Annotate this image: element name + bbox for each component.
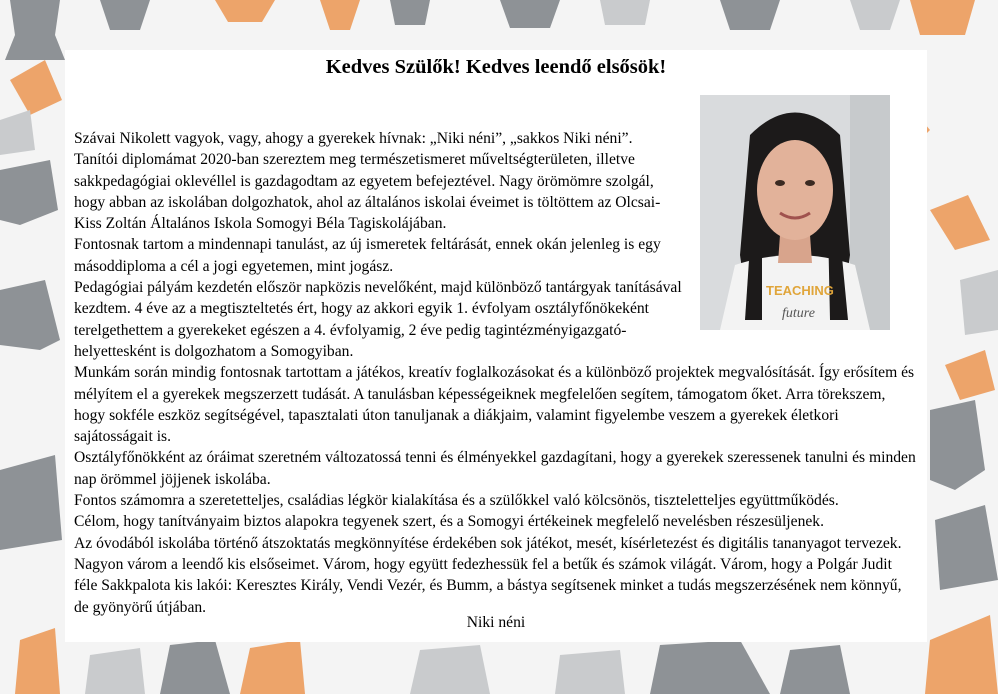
paragraph-methods: Munkám során mindig fontosnak tartottam a játékos, kreatív foglalkozásokat és a különböző projektek megvalósítását. Így erősítem és mélyítem el a gyerekek megszerzett tudását. A tanulásban képességeiknek megfelelően segítem, támogatom őket. Arra törekszem, hogy sokféle eszköz segítségével, tapasztalati úton tanuljanak a diákjaim, valamint figyelembe veszem a gyerekek életkori sajátosságait is. <box>74 364 915 446</box>
letter-title: Kedves Szülők! Kedves leendő elsősök! <box>325 56 667 78</box>
paragraph-transition: Az óvodából iskolába történő átszoktatás megkönnyítése érdekében sok játékot, mesét, kísérletezést és digitális tananyagot tervezek. Nagyon várom a leendő kis elsőseimet. Várom, hogy együtt fedezhessük fel a betűk és számok világát. Várom, hogy a Polgár Judit féle Sakkpalota kis lakói: Keresztes Király, Vendi Vezér, és Bumm, a bástya segítsenek minket a tudás megszerzésének nem könnyű, de gyönyörű útjában. <box>74 534 902 616</box>
shirt-text-future: future <box>782 306 815 321</box>
paragraph-learning: Fontosnak tartom a mindennapi tanulást, az új ismeretek feltárását, ennek okán jelenleg is egy másoddiploma a cél a jogi egyetemen, mint jogász. <box>74 236 661 275</box>
shirt-text-teaching: TEACHING <box>766 283 834 298</box>
paragraph-diploma: Tanítói diplomámat 2020-ban szereztem meg természetismeret műveltségterületen, illetve sakkpedagógiai oklevéllel is gazdagodtam az egyetem befejeztével. Nagy örömömre szolgál, hogy abban az iskolában dolgozhatok, ahol az általános iskolai éveimet is töltöttem az Olcsai-Kiss Zoltán Általános Iskola Somogyi Béla Tagiskolájában. <box>74 151 661 233</box>
paragraph-goal: Célom, hogy tanítványaim biztos alapokra tegyenek szert, és a Somogyi értékeinek megfelelő nevelésben részesüljenek. <box>74 513 824 531</box>
letter-body-beside-photo <box>74 128 684 362</box>
paragraph-atmosphere: Fontos számomra a szeretetteljes, családias légkör kialakítása és a szülőkkel való kölcsönös, tiszteletteljes együttműködés. <box>74 492 839 510</box>
letter-body <box>74 128 919 618</box>
letter-card <box>65 50 927 642</box>
paragraph-intro: Szávai Nikolett vagyok, vagy, ahogy a gyerekek hívnak: „Niki néni”, „sakkos Niki néni”. <box>74 130 633 147</box>
letter-signature: Niki néni <box>466 614 526 631</box>
paragraph-career: Pedagógiai pályám kezdetén először napközis nevelőként, majd különböző tantárgyak tanításával kezdtem. 4 éve az a megtiszteltetés ért, hogy az akkori egyik 1. évfolyam osztályfőnökeként terelgethettem a gyerekeket egészen a 4. évfolyamig, 2 éve pedig tagintézményigazgató-helyettesként is dolgozhatom a Somogyiban. <box>74 279 682 360</box>
paragraph-class-teacher: Osztályfőnökként az óráimat szeretném változatossá tenni és élményekkel gazdagítani, hogy a gyerekek szeressenek tanulni és minden nap örömmel jöjjenek iskolába. <box>74 449 916 488</box>
